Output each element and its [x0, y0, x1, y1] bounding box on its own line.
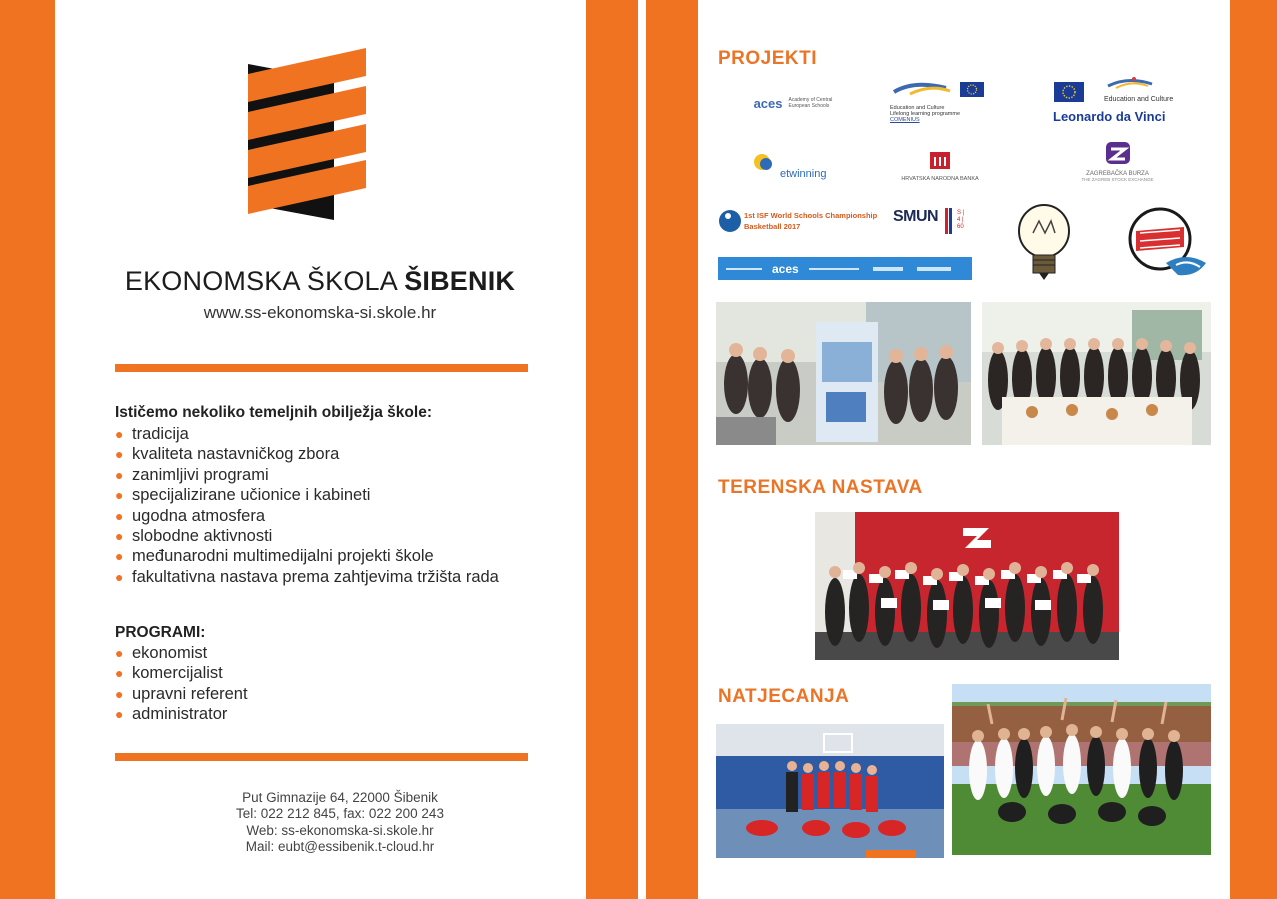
right-border-strip	[1230, 0, 1277, 899]
list-item: ● administrator	[115, 705, 228, 724]
lightbulb-logo-icon	[1015, 203, 1073, 281]
field-trip-heading: TERENSKA NASTAVA	[718, 477, 923, 498]
page-gutter	[638, 0, 646, 899]
list-item: ● ugodna atmosfera	[115, 506, 266, 525]
banner-line	[917, 267, 951, 271]
divider-top	[115, 364, 528, 372]
zse-logo: ZAGREBAČKA BURZA THE ZAGREB STOCK EXCHANGE	[1070, 140, 1165, 188]
projects-heading: PROJEKTI	[718, 48, 818, 69]
comenius-logo: Education and Culture Lifelong learning programme COMENIUS	[890, 78, 990, 130]
hnb-logo: HRVATSKA NARODNA BANKA	[886, 150, 994, 184]
school-logo-icon	[246, 46, 368, 222]
contact-mail[interactable]: Mail: eubt@essibenik.t-cloud.hr	[245, 838, 435, 854]
center-left-strip	[586, 0, 638, 899]
list-item: ● kvaliteta nastavničkog zbora	[115, 445, 340, 464]
isf-logo: 1st ISF World Schools Championship Basketball 2017	[718, 207, 878, 239]
basketball-player-icon	[718, 207, 742, 235]
list-item: ● komercijalist	[115, 664, 223, 683]
list-item: ● slobodne aktivnosti	[115, 527, 273, 546]
eu-flag-icon	[890, 78, 990, 98]
contact-address: Put Gimnazije 64, 22000 Šibenik	[242, 790, 438, 805]
list-item: ● ekonomist	[115, 644, 208, 662]
project-photo-2	[982, 302, 1211, 445]
list-item: ● upravni referent	[115, 684, 248, 703]
leonardo-logo: Education and Culture Leonardo da Vinci	[1052, 76, 1192, 128]
etwinning-logo: etwinning	[750, 148, 840, 184]
contact-phone: Tel: 022 212 845, fax: 022 200 243	[236, 806, 444, 822]
list-item: ● zanimljivi programi	[115, 465, 269, 484]
features-title: Ističemo nekoliko temeljnih obilježja škole:	[115, 404, 432, 421]
programs-title: PROGRAMI:	[115, 624, 206, 641]
etwinning-icon	[750, 148, 780, 178]
project-photo-1	[716, 302, 971, 445]
stock-exchange-icon	[1103, 140, 1133, 166]
basketball-club-logo-icon	[1116, 203, 1210, 279]
competitions-heading: NATJECANJA	[718, 686, 850, 707]
center-right-strip	[646, 0, 698, 899]
aces-logo: aces Academy of Central European Schools	[753, 95, 833, 111]
list-item: ● specijalizirane učionice i kabineti	[115, 486, 371, 505]
smun-logo: SMUN S | 4 | 60	[893, 208, 973, 238]
bank-icon	[929, 150, 951, 170]
divider-bottom	[115, 753, 528, 761]
list-item: ● fakultativna nastava prema zahtjevima tržišta rada	[115, 567, 499, 586]
competition-photo-2	[952, 684, 1211, 855]
list-item: ● tradicija	[115, 425, 189, 443]
banner-line	[726, 268, 762, 270]
field-trip-photo	[815, 512, 1119, 660]
list-item: ● međunarodni multimedijalni projekti škole	[115, 547, 434, 566]
left-border-strip	[0, 0, 55, 899]
features-list	[115, 424, 499, 587]
banner-line	[809, 268, 859, 270]
contact-web[interactable]: Web: ss-ekonomska-si.skole.hr	[246, 822, 434, 838]
aces-banner: aces	[718, 257, 972, 280]
contact-block	[160, 790, 520, 855]
flag-stripes-icon	[945, 208, 955, 234]
banner-line	[873, 267, 903, 271]
programs-list	[115, 643, 248, 725]
school-website[interactable]: www.ss-ekonomska-si.skole.hr	[203, 303, 437, 322]
competition-photo-1	[716, 724, 944, 858]
school-name: EKONOMSKA ŠKOLA ŠIBENIK	[124, 266, 516, 296]
